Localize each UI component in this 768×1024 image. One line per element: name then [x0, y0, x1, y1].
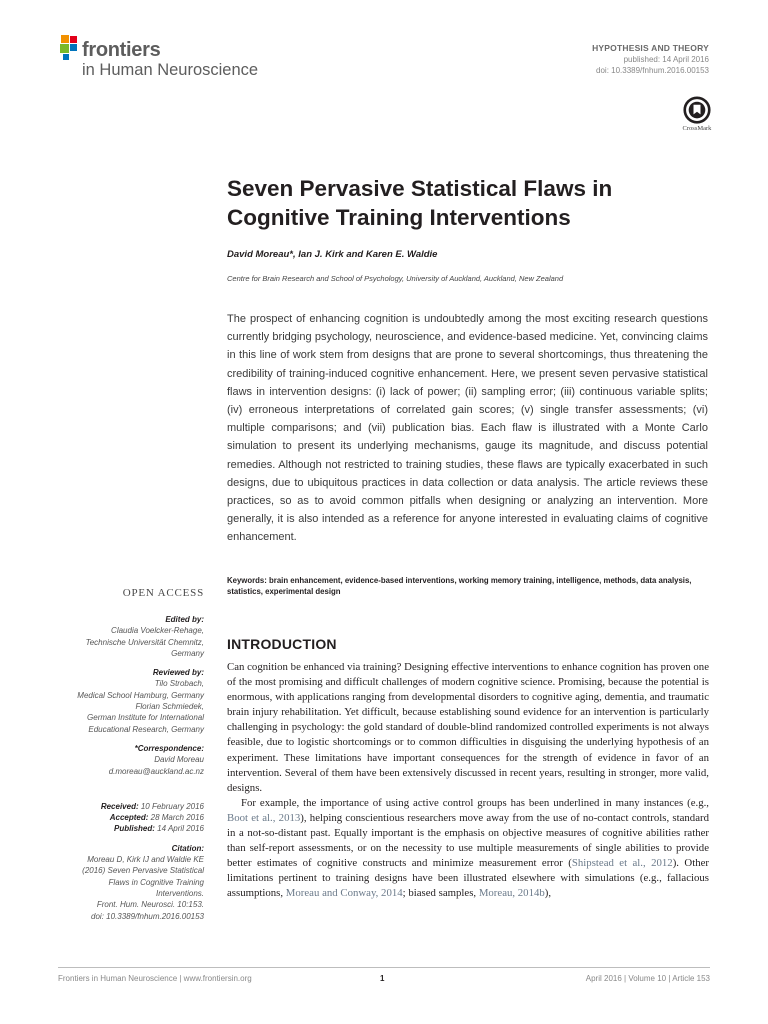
correspondence-heading: *Correspondence:: [134, 743, 204, 753]
section-heading-introduction: INTRODUCTION: [227, 636, 337, 652]
reviewer-2-name: Florian Schmiedek,: [135, 702, 204, 712]
crossmark-badge[interactable]: [677, 96, 717, 138]
received-date: Received: 10 February 2016: [100, 801, 204, 811]
editor-affiliation-1: Technische Universität Chemnitz,: [85, 637, 204, 647]
open-access-label: OPEN ACCESS: [122, 587, 204, 599]
reviewer-2-affiliation-1: German Institute for International: [87, 713, 204, 723]
affiliation: Centre for Brain Research and School of Psychology, University of Auckland, Auckland, New Zealand: [227, 274, 564, 283]
doi-link[interactable]: doi: 10.3389/fnhum.2016.00153: [596, 66, 709, 75]
citation-line-5: Front. Hum. Neurosci. 10:153.: [96, 900, 204, 910]
citation-link-shipstead-2012[interactable]: Shipstead et al., 2012: [571, 857, 673, 870]
citation-line-3: Flaws in Cognitive Training: [108, 877, 204, 887]
footer-page-number: 1: [380, 974, 385, 983]
reviewer-1-affiliation: Medical School Hamburg, Germany: [77, 690, 204, 700]
editor-affiliation-2: Germany: [171, 648, 204, 658]
article-info-sidebar: [40, 587, 204, 922]
citation-line-2: (2016) Seven Pervasive Statistical: [82, 866, 204, 876]
published-date-sidebar: Published: 14 April 2016: [114, 824, 204, 834]
reviewer-1-name: Tilo Strobach,: [154, 679, 204, 689]
author-list: David Moreau*, Ian J. Kirk and Karen E. Waldie: [227, 249, 438, 260]
citation-heading: Citation:: [171, 843, 204, 853]
title-line-2: Cognitive Training Interventions: [227, 205, 571, 230]
footer-divider: [58, 967, 710, 968]
intro-paragraph-2: For example, the importance of using active control groups has been underlined in many instances (e.g., Boot et al., 2013), helping conscientious researchers move away from the use of no-contact controls, standard in a not-so-distant past. Equally important is the emphasis on objective measures of cognitive abilities rather than self-report assessments, or on the necessity to use multiple measurements of single abilities to provide better estimates of cognitive constructs and minimize measurement error (Shipstead et al., 2012). Other limitations pertinent to training designs have been illustrated elsewhere with simulations (e.g., fallacious assumptions, Moreau and Conway, 2014; biased samples, Moreau, 2014b),: [227, 796, 709, 900]
accepted-date: Accepted: 28 March 2016: [109, 813, 204, 823]
citation-line-1: Moreau D, Kirk IJ and Waldie KE: [87, 855, 204, 865]
citation-line-4: Interventions.: [155, 888, 204, 898]
keywords: Keywords: brain enhancement, evidence-based interventions, working memory training, intelligence, methods, data analysis, statistics, experimental design: [227, 576, 692, 596]
correspondence-name: David Moreau: [154, 755, 204, 765]
logo-journal-name: in Human Neuroscience: [82, 61, 259, 79]
logo-name: frontiers: [82, 39, 161, 61]
introduction-body: [227, 660, 709, 902]
frontiers-logo-icon: [58, 33, 82, 65]
citation-link-boot-2013[interactable]: Boot et al., 2013: [227, 811, 301, 824]
article-type: HYPOTHESIS AND THEORY: [592, 43, 709, 53]
crossmark-label: CrossMark: [682, 125, 712, 132]
citation-link-moreau-2014b[interactable]: Moreau, 2014b: [478, 887, 545, 900]
reviewer-2-affiliation-2: Educational Research, Germany: [88, 724, 204, 734]
abstract: The prospect of enhancing cognition is undoubtedly among the most exciting research questions currently bridging psychology, neuroscience, and evidence-based medicine. Yet, convincing claims in this line of work stem from designs that are prone to several shortcomings, thus threatening the credibility of training-induced cognitive enhancement. Here, we present seven pervasive statistical flaws in intervention designs: (i) lack of power; (ii) sampling error; (iii) continuous variable splits; (iv) erroneous interpretations of correlated gain scores; (v) single transfer assessments; (vi) multiple comparisons; and (vii) publication bias. Each flaw is illustrated with a Monte Carlo simulation to present its underlying mechanisms, gauge its magnitude, and discuss potential remedies. Although not restricted to training studies, these flaws are typically exacerbated in such designs, due to ubiquitous practices in data collection or data analysis. The article reviews these practices, so as to avoid common pitfalls when designing or analyzing an intervention. More generally, it is also intended as a reference for anyone interested in evaluating claims of cognitive enhancement.: [227, 313, 708, 544]
journal-logo: [58, 33, 288, 83]
edited-by-heading: Edited by:: [165, 615, 204, 624]
footer-journal-link[interactable]: Frontiers in Human Neuroscience | www.frontiersin.org: [58, 974, 252, 983]
citation-link-moreau-conway-2014[interactable]: Moreau and Conway, 2014: [285, 887, 403, 900]
reviewed-by-heading: Reviewed by:: [152, 668, 204, 678]
article-meta: [592, 43, 709, 76]
title-line-1: Seven Pervasive Statistical Flaws in: [227, 176, 613, 201]
correspondence-email[interactable]: d.moreau@auckland.ac.nz: [108, 766, 204, 776]
footer-issue-info: April 2016 | Volume 10 | Article 153: [585, 974, 710, 983]
editor-name: Claudia Voelcker-Rehage,: [111, 626, 204, 636]
published-date: published: 14 April 2016: [623, 55, 709, 64]
article-title: [227, 174, 707, 232]
intro-paragraph-1: Can cognition be enhanced via training? Designing effective interventions to enhance cognition has proven one of the most promising and difficult challenges of modern cognitive science. Promising, because the potential is enormous, with applications ranging from developmental disorders to cognitive aging, dementia, and traumatic brain injury rehabilitation. Yet difficult, because establishing sound evidence for an intervention is particularly challenging in psychology: the gold standard of double-blind randomized controlled experiments is not always feasible, due to logistic shortcomings or to common difficulties in disguising the underlying hypothesis of an experiment. These limitations have important consequences for the strength of evidence in favor of an intervention. Several of them have been extensively discussed in recent years, resulting in stronger, more valid, designs.: [227, 661, 709, 794]
citation-line-6: doi: 10.3389/fnhum.2016.00153: [91, 911, 204, 921]
crossmark-icon: [683, 96, 711, 124]
